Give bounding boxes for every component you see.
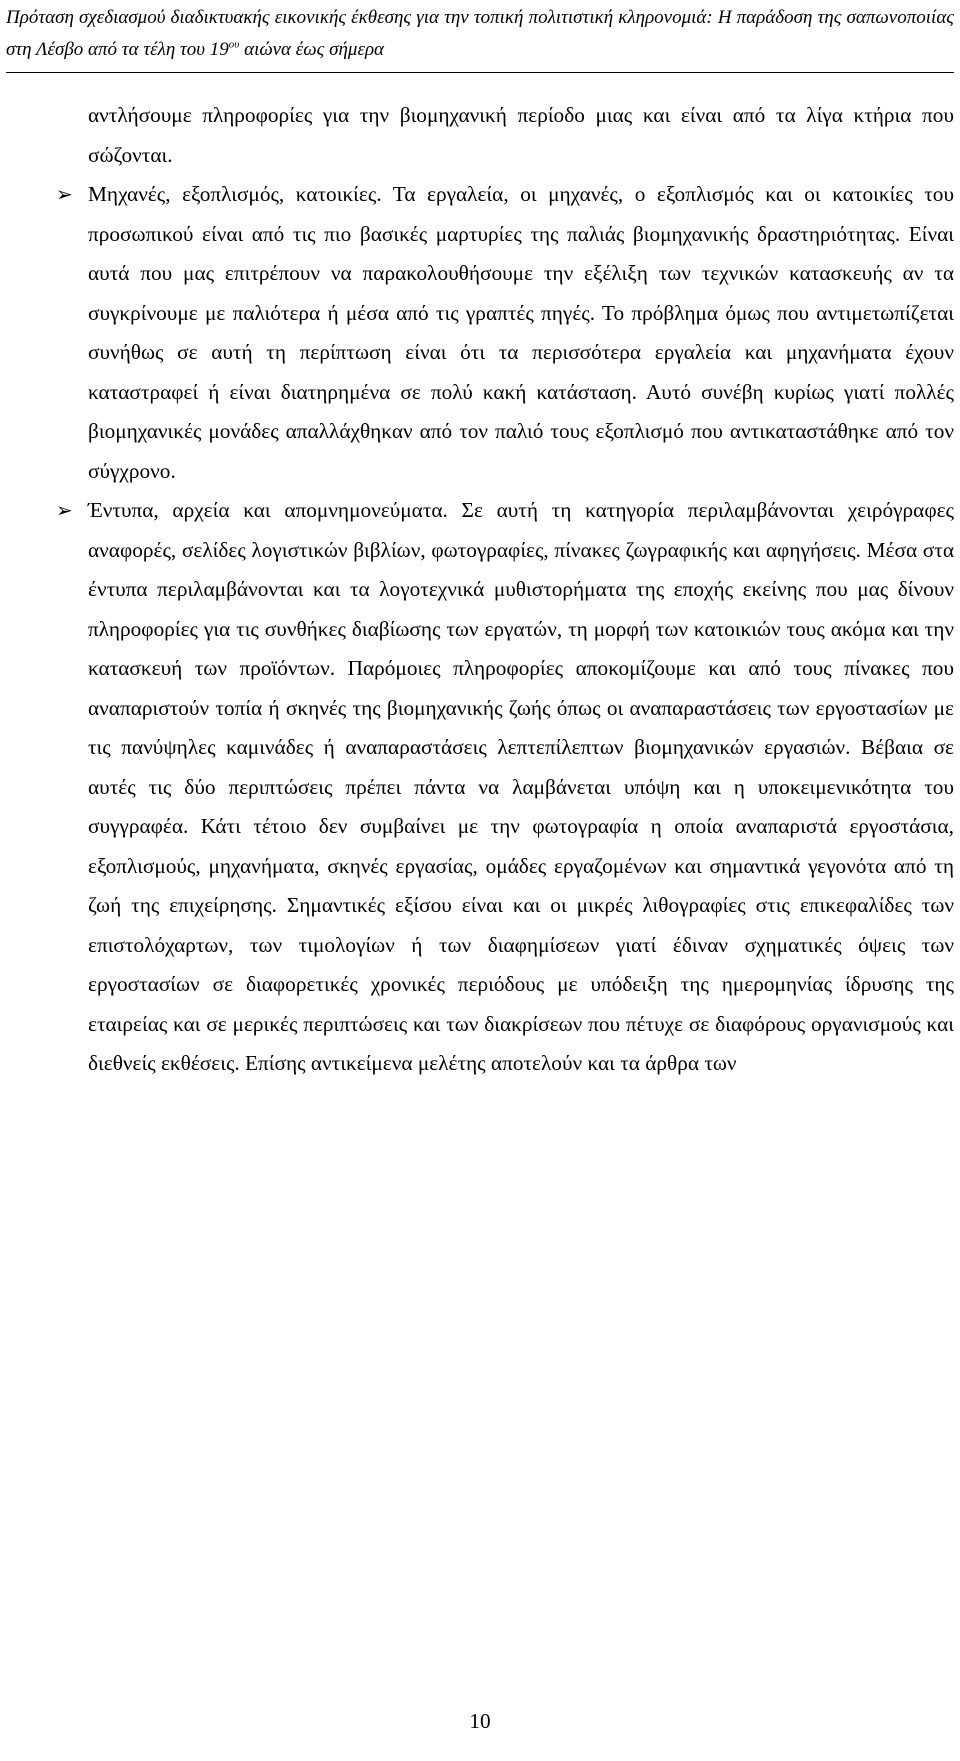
bullet-item-documents [56, 491, 954, 1084]
arrowhead-bullet-icon: ➢ [56, 498, 73, 522]
arrowhead-bullet-icon: ➢ [56, 182, 73, 206]
bullet-text: Μηχανές, εξοπλισμός, κατοικίες. Τα εργαλεία, οι μηχανές, ο εξοπλισμός και οι κατοικίες του προσωπικού είναι από τις πιο βασικές μαρτυρίες της παλιάς βιομηχανικής δραστηριότητας. Είναι αυτά που μας επιτρέπουν να παρακολουθήσουμε την εξέλιξη των τεχνικών κατασκευής αν τα συγκρίνουμε με παλιότερα ή μέσα από τις γραπτές πηγές. Το πρόβλημα όμως που αντιμετωπίζεται συνήθως σε αυτή τη περίπτωση είναι ότι τα περισσότερα εργαλεία και μηχανήματα έχουν καταστραφεί ή είναι διατηρημένα σε πολύ κακή κατάσταση. Αυτό συνέβη κυρίως γιατί πολλές βιομηχανικές μονάδες απαλλάχθηκαν από τον παλιό τους εξοπλισμό που αντικαταστάθηκε από τον σύγχρονο. [88, 182, 954, 483]
bullet-text: Έντυπα, αρχεία και απομνημονεύματα. Σε αυτή τη κατηγορία περιλαμβάνονται χειρόγραφες αναφορές, σελίδες λογιστικών βιβλίων, φωτογραφίες, πίνακες ζωγραφικής και αφηγήσεις. Μέσα στα έντυπα περιλαμβάνονται και τα λογοτεχνικά μυθιστορήματα της εποχής εκείνης που μας δίνουν πληροφορίες για τις συνθήκες διαβίωσης των εργατών, τη μορφή των κατοικιών τους ακόμα και την κατασκευή των προϊόντων. Παρόμοιες πληροφορίες αποκομίζουμε και από τους πίνακες που αναπαριστούν τοπία ή σκηνές της βιομηχανικής ζωής όπως οι αναπαραστάσεις των εργοστασίων με τις πανύψηλες καμινάδες ή αναπαραστάσεις λεπτεπίλεπτων βιομηχανικών εργασιών. Βέβαια σε αυτές τις δύο περιπτώσεις πρέπει πάντα να λαμβάνεται υπόψη και η υποκειμενικότητα του συγγραφέα. Κάτι τέτοιο δεν συμβαίνει με την φωτογραφία η οποία αναπαριστά εργοστάσια, εξοπλισμούς, μηχανήματα, σκηνές εργασίας, ομάδες εργαζομένων και σημαντικά γεγονότα από τη ζωή της επιχείρησης. Σημαντικές εξίσου είναι και οι μικρές λιθογραφίες στις επικεφαλίδες των επιστολόχαρτων, των τιμολογίων ή των διαφημίσεων γιατί έδιναν σχηματικές όψεις των εργοστασίων σε διαφορετικές χρονικές περιόδους με υπόδειξη της ημερομηνίας ίδρυσης της εταιρείας και σε μερικές περιπτώσεις και των διακρίσεων που πέτυχε σε διαφόρους οργανισμούς και διεθνείς εκθέσεις. Επίσης αντικείμενα μελέτης αποτελούν και τα άρθρα των [88, 498, 954, 1075]
page-number: 10 [469, 1709, 491, 1733]
continuation-paragraph: αντλήσουμε πληροφορίες για την βιομηχανική περίοδο μιας και είναι από τα λίγα κτήρια που σώζονται. [88, 103, 954, 167]
running-header-title: Πρόταση σχεδιασμού διαδικτυακής εικονικής έκθεσης για την τοπική πολιτιστική κληρονομιά: Η παράδοση της σαπωνοποιίας στη Λέσβο από τα τέλη του 19 [6, 7, 954, 60]
page-body [56, 96, 954, 1084]
bullet-item-machines [56, 175, 954, 491]
running-header-title-tail: αιώνα έως σήμερα [239, 39, 385, 60]
running-header [6, 2, 954, 73]
running-header-superscript: ου [228, 38, 240, 51]
